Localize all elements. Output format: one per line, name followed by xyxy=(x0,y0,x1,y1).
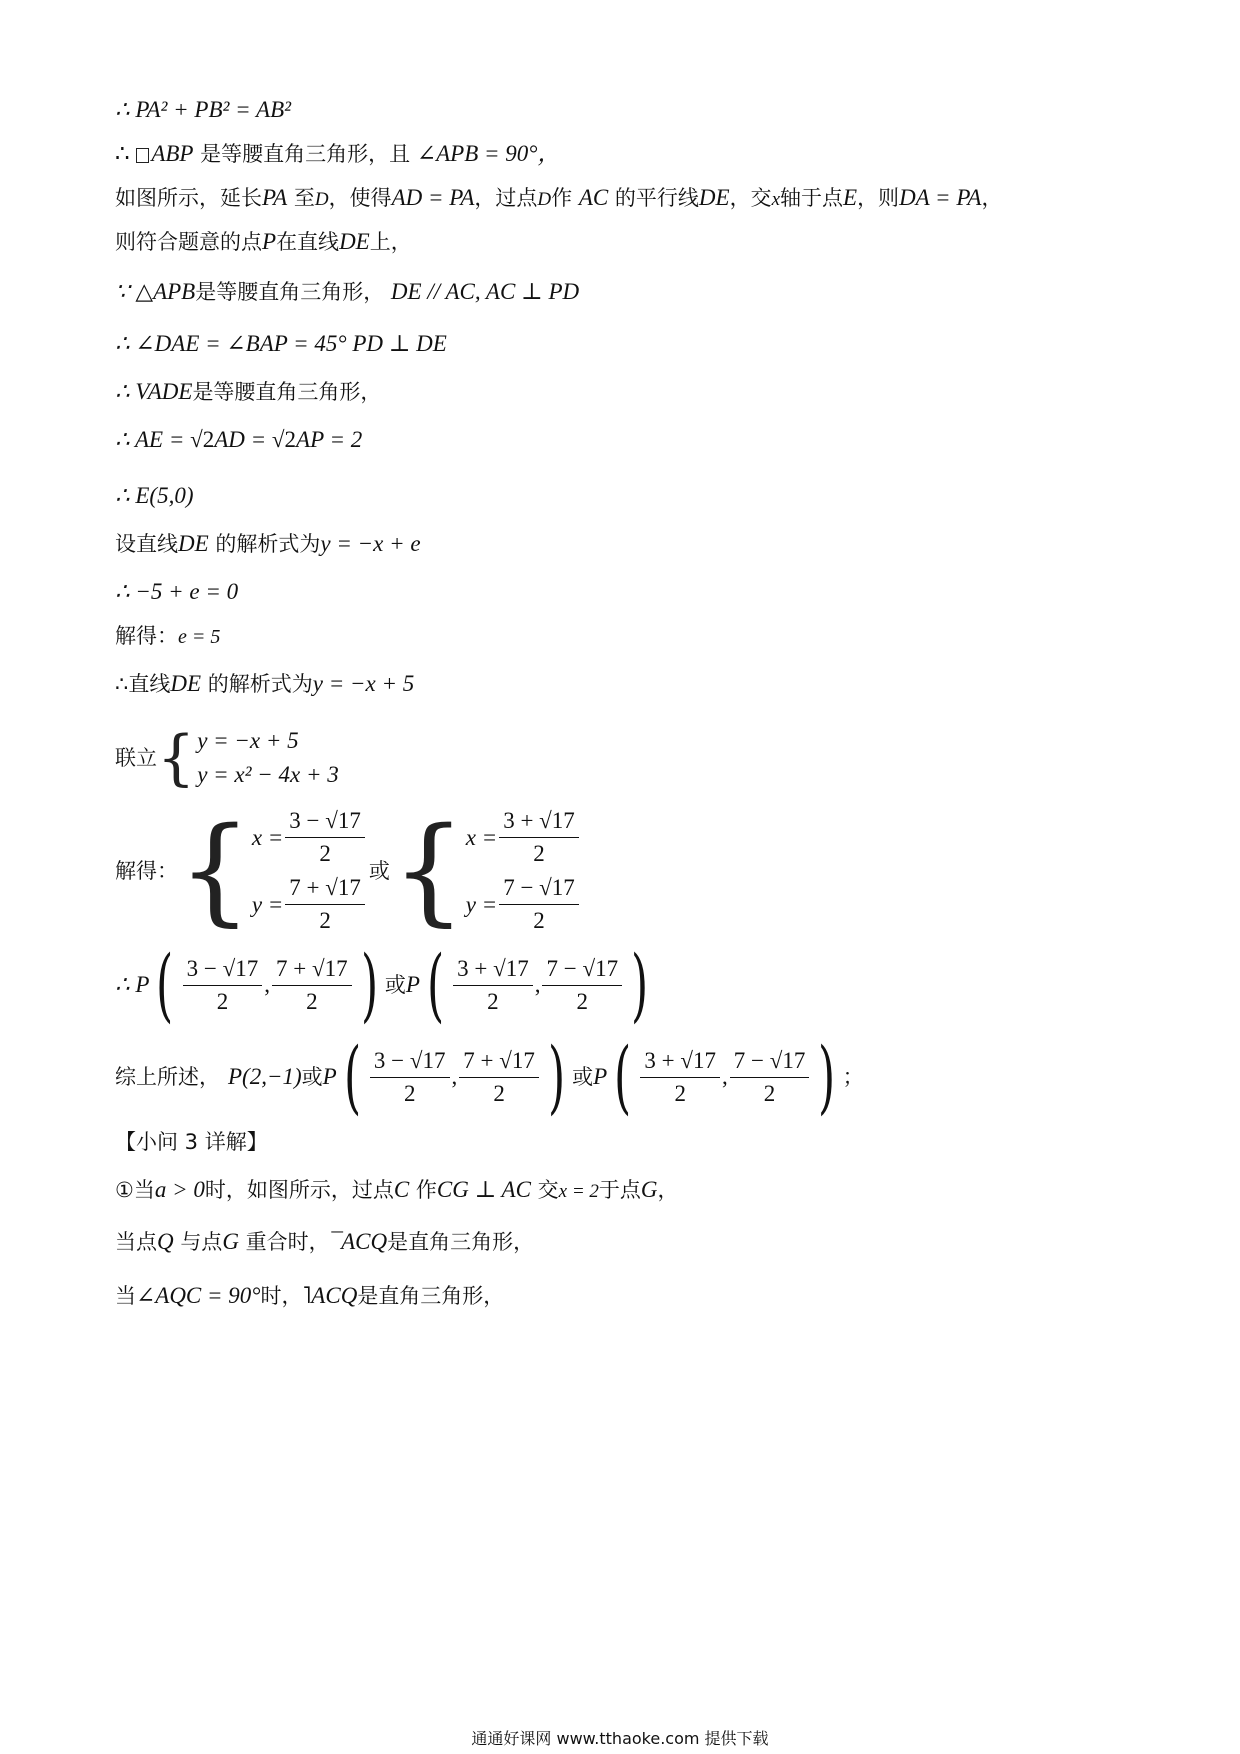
brace-icon: { xyxy=(157,723,196,793)
paren-icon: ( xyxy=(426,938,445,1031)
line-isosceles-abp: ∴ ABP 是等腰直角三角形，且 ∠APB = 90°， xyxy=(115,141,561,166)
line-solutions: 解得： { x = $\frac{3 - √17}{2}$ y = $\frac{7 + √17}{2}$ 或 { x = $\frac{3 + √17}{2}$ y = $\frac{7 - √17}{2}$ xyxy=(115,806,581,936)
line-because: ∵ △APB是等腰直角三角形， DE // AC, AC ⊥ PD xyxy=(115,279,580,304)
line-case-a-positive: ①当a > 0时，如图所示，过点C 作CG ⊥ AC 交x = 2于点G， xyxy=(115,1177,679,1202)
paren-icon: ) xyxy=(631,938,649,1031)
line-set-de: 设直线DE 的解析式为y = −x + e xyxy=(115,531,421,556)
equation: ∴ PA² + PB² = AB² xyxy=(115,97,292,122)
paren-icon: ) xyxy=(360,938,378,1031)
equation-system: y = −x + 5 y = x² − 4x + 3 xyxy=(197,728,339,787)
line-substitute: ∴ −5 + e = 0 xyxy=(115,579,239,604)
line-solve-e: 解得：e = 5 xyxy=(115,624,221,648)
brace-icon: { xyxy=(178,803,252,938)
paren-icon: ( xyxy=(343,1030,361,1123)
brace-icon: { xyxy=(391,803,466,938)
paren-icon: ( xyxy=(614,1030,632,1123)
line-ae-value: ∴ AE = √2AD = √2AP = 2 xyxy=(115,427,363,452)
line-points-p: ∴ P ( $\frac{3 - √17}{2}$ , $\frac{7 + √17}{2}$ ) 或 P ( $\frac{3 + √17}{2}$ , $\frac{7 - √17}{2}$ ) xyxy=(115,938,649,1031)
section-heading: 【小问 3 详解】 xyxy=(115,1130,268,1154)
line-de-equation: ∴直线DE 的解析式为y = −x + 5 xyxy=(115,671,415,696)
line-point-e: ∴ E(5,0) xyxy=(115,483,194,508)
triangle-symbol-icon xyxy=(136,148,149,163)
paren-icon: ) xyxy=(818,1030,836,1123)
line-pythagoras xyxy=(115,96,291,124)
line-summary: 综上所述， P(2,−1) 或 P ( $\frac{3 - √17}{2}$ , $\frac{7 + √17}{2}$ ) 或 P ( $\frac{3 + √17}{2}$ , $\frac{7 - √17}{2}$ ) ； xyxy=(115,1030,864,1123)
line-angle-dae: ∴ ∠DAE = ∠BAP = 45° PD ⊥ DE xyxy=(115,331,447,356)
line-system: 联立 { y = −x + 5 y = x² − 4x + 3 xyxy=(115,723,339,793)
paren-icon: ) xyxy=(547,1030,566,1123)
line-angle-aqc: 当∠AQC = 90°时，˥ACQ是直角三角形， xyxy=(115,1283,505,1308)
line-construction: 如图所示，延长PA 至D，使得AD = PA，过点D作 AC 的平行线DE，交x轴于点E，则DA = PA， xyxy=(115,185,1003,210)
line-isosceles-ade: ∴ VADE是等腰直角三角形， xyxy=(115,379,382,404)
paren-icon: ( xyxy=(156,938,174,1031)
line-point-on-de: 则符合题意的点P在直线DE上， xyxy=(115,229,412,254)
line-q-equals-g: 当点Q 与点G 重合时，¯ACQ是直角三角形， xyxy=(115,1229,535,1254)
solution-2: x = $\frac{3 + √17}{2}$ y = $\frac{7 - √17}{2}$ xyxy=(466,807,581,935)
page-footer: 通通好课网 www.tthaoke.com 提供下载 xyxy=(471,1729,769,1748)
solution-1: x = $\frac{3 - √17}{2}$ y = $\frac{7 + √17}{2}$ xyxy=(252,807,367,935)
